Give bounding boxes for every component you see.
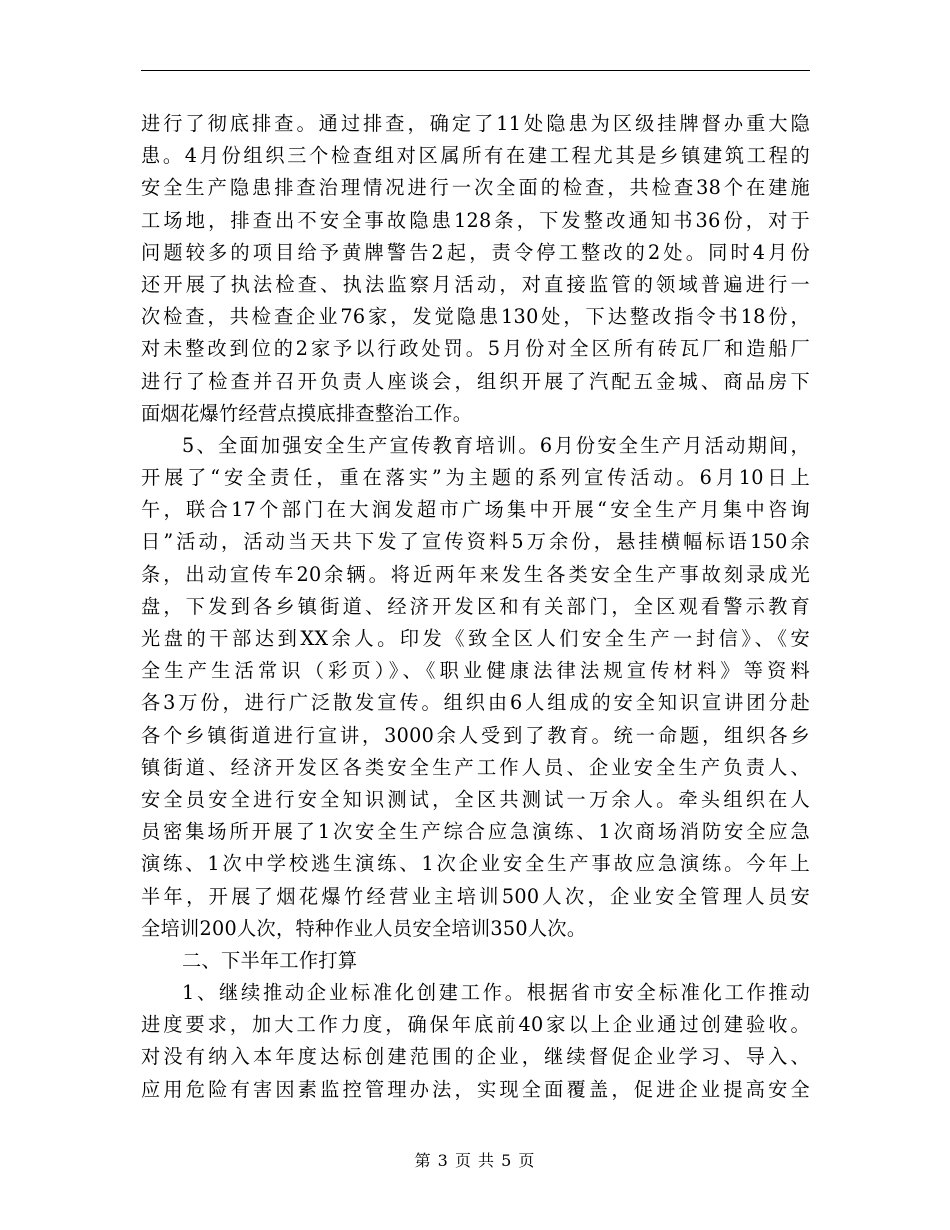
text-line: 进行了彻底排查。通过排查，确定了11处隐患为区级挂牌督办重大隐 [141,112,810,135]
text-line: 演练、1次中学校逃生演练、1次企业安全生产事故应急演练。今年上 [141,852,810,876]
text-line: 全生产生活常识（彩页）》、《职业健康法律法规宣传材料》等资料 [141,659,810,683]
text-line: 各个乡镇街道进行宣讲，3000余人受到了教育。统一命题，组织各乡 [141,723,810,747]
text-line: 开展了“安全责任，重在落实”为主题的系列宣传活动。6月10日上 [141,466,810,490]
text-line: 镇街道、经济开发区各类安全生产工作人员、企业安全生产负责人、 [141,755,810,779]
text-line: 进行了检查并召开负责人座谈会，组织开展了汽配五金城、商品房下 [141,369,810,393]
text-line: 全培训200人次，特种作业人员安全培训350人次。 [141,916,587,940]
text-line: 日”活动，活动当天共下发了宣传资料5万余份，悬挂横幅标语150余 [141,530,810,554]
text-line: 工场地，排查出不安全事故隐患128条，下发整改通知书36份，对于 [141,208,810,232]
text-line: 患。4月份组织三个检查组对区属所有在建工程尤其是乡镇建筑工程的 [141,144,810,168]
section-heading: 二、下半年工作打算 [182,948,358,972]
paragraph-start-line: 1、继续推动企业标准化创建工作。根据省市安全标准化工作推动 [182,981,810,1005]
header-rule [141,70,810,71]
text-line: 安全生产隐患排查治理情况进行一次全面的检查，共检查38个在建施 [141,176,810,200]
text-line: 问题较多的项目给予黄牌警告2起，责令停工整改的2处。同时4月份 [141,240,810,264]
document-body [141,108,810,1106]
text-line: 次检查，共检查企业76家，发觉隐患130处，下达整改指令书18份， [141,305,810,329]
text-line: 员密集场所开展了1次安全生产综合应急演练、1次商场消防安全应急 [141,820,810,844]
text-line: 半年，开展了烟花爆竹经营业主培训500人次，企业安全管理人员安 [141,884,810,908]
text-line: 安全员安全进行安全知识测试，全区共测试一万余人。牵头组织在人 [141,787,810,811]
text-line: 面烟花爆竹经营点摸底排查整治工作。 [141,401,473,425]
text-line: 对未整改到位的2家予以行政处罚。5月份对全区所有砖瓦厂和造船厂 [141,337,810,361]
text-line: 还开展了执法检查、执法监察月活动，对直接监管的领域普遍进行一 [141,272,810,296]
page-number-footer: 第 3 页 共 5 页 [414,1151,536,1170]
paragraph-start-line: 5、全面加强安全生产宣传教育培训。6月份安全生产月活动期间， [182,433,810,457]
text-line: 应用危险有害因素监控管理办法，实现全面覆盖，促进企业提高安全 [141,1077,810,1101]
text-line: 进度要求，加大工作力度，确保年底前40家以上企业通过创建验收。 [141,1013,810,1037]
text-line: 午，联合17个部门在大润发超市广场集中开展“安全生产月集中咨询 [141,498,810,522]
text-line: 对没有纳入本年度达标创建范围的企业，继续督促企业学习、导入、 [141,1045,810,1069]
text-line: 各3万份，进行广泛散发宣传。组织由6人组成的安全知识宣讲团分赴 [141,691,810,715]
text-line: 条，出动宣传车20余辆。将近两年来发生各类安全生产事故刻录成光 [141,562,810,586]
text-line: 光盘的干部达到XX余人。印发《致全区人们安全生产一封信》、《安 [141,627,810,650]
text-line: 盘，下发到各乡镇街道、经济开发区和有关部门，全区观看警示教育 [141,594,810,618]
